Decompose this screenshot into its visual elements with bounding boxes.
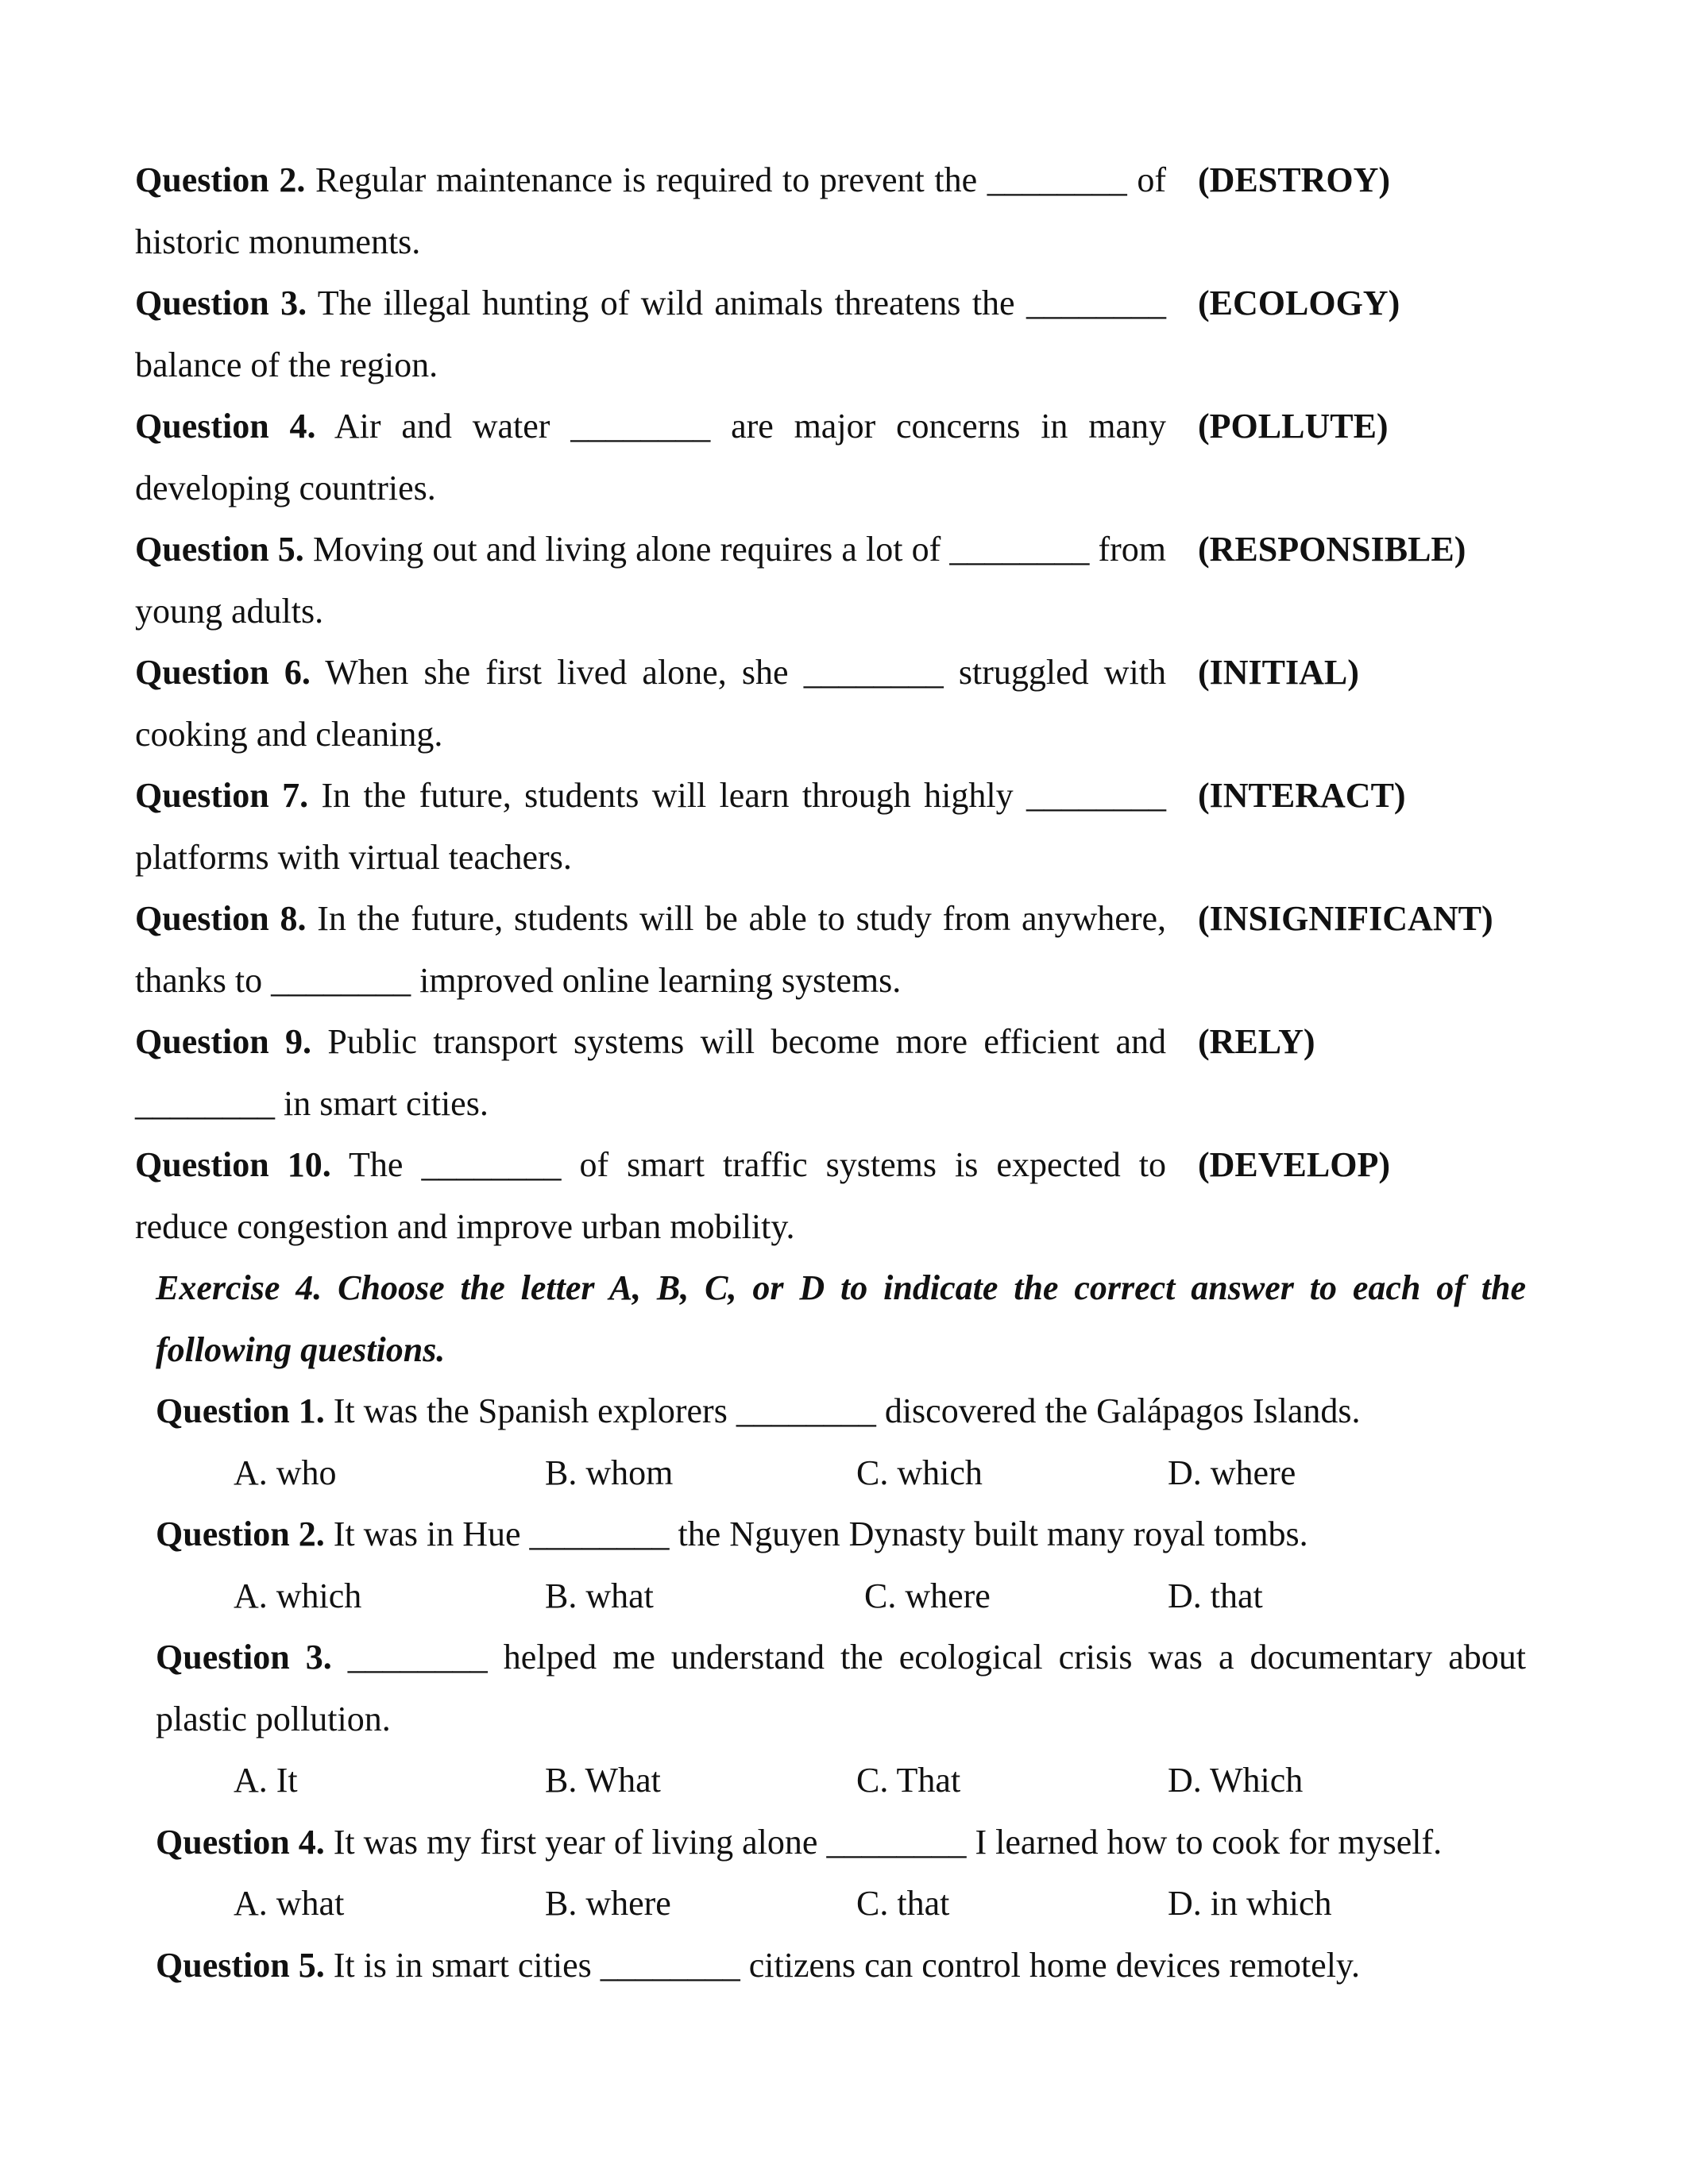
- question-text: citizens can control home devices remotely.: [748, 1945, 1361, 1985]
- answer-blank[interactable]: ________: [570, 407, 711, 446]
- wf-question-8: [135, 888, 1525, 1011]
- question-text: improved online learning systems.: [419, 960, 902, 1000]
- question-text: Moving out and living alone requires a lot of: [312, 530, 941, 569]
- answer-blank[interactable]: ________: [736, 1391, 876, 1430]
- option-a[interactable]: A. which: [234, 1576, 362, 1615]
- question-text: the Nguyen Dynasty built many royal tombs.: [678, 1515, 1308, 1553]
- option-b[interactable]: B. whom: [545, 1453, 674, 1492]
- root-word: (POLLUTE): [1198, 407, 1389, 446]
- question-text: It is in smart cities: [333, 1945, 592, 1985]
- question-number: Question 1.: [156, 1391, 325, 1430]
- option-d[interactable]: D. Which: [1168, 1761, 1304, 1800]
- question-number: Question 3.: [156, 1638, 332, 1677]
- option-c[interactable]: C. which: [856, 1453, 983, 1492]
- question-number: Question 9.: [135, 1022, 312, 1061]
- question-text: I learned how to cook for myself.: [975, 1822, 1443, 1862]
- question-number: Question 6.: [135, 653, 311, 692]
- answer-blank[interactable]: ________: [271, 960, 411, 1000]
- question-text: It was my first year of living alone: [333, 1822, 818, 1862]
- question-number: Question 2.: [156, 1515, 325, 1553]
- question-text: Air and water: [334, 407, 550, 446]
- question-text: In the future, students will be able to study from anywhere, thanks to: [135, 899, 1167, 1000]
- question-text: Public transport systems will become more efficient and: [327, 1022, 1167, 1061]
- option-b[interactable]: B. where: [545, 1884, 671, 1923]
- question-text: from young adults.: [135, 530, 1167, 631]
- wf-question-7: [135, 765, 1525, 888]
- question-text: The illegal hunting of wild animals threatens the: [317, 284, 1015, 322]
- wf-question-2: [135, 149, 1525, 272]
- answer-blank[interactable]: ________: [949, 530, 1090, 569]
- option-a[interactable]: A. what: [234, 1884, 345, 1923]
- root-word: (RELY): [1198, 1022, 1315, 1061]
- question-text: balance of the region.: [135, 345, 438, 384]
- word-formation-section: [135, 149, 1525, 1257]
- wf-question-9: [135, 1011, 1525, 1134]
- wf-question-5: [135, 519, 1525, 642]
- answer-blank[interactable]: ________: [1026, 776, 1166, 815]
- question-text: It was the Spanish explorers: [333, 1391, 728, 1430]
- answer-blank[interactable]: ________: [803, 653, 944, 692]
- option-a[interactable]: A. who: [234, 1453, 337, 1492]
- answer-options: [156, 1565, 1526, 1627]
- root-word: (INSIGNIFICANT): [1198, 899, 1493, 938]
- question-number: Question 2.: [135, 160, 306, 199]
- mc-question-1: [156, 1380, 1526, 1442]
- question-text: are major concerns in many developing countries.: [135, 407, 1166, 507]
- question-number: Question 8.: [135, 899, 307, 938]
- root-word: (ECOLOGY): [1198, 284, 1400, 322]
- option-b[interactable]: B. what: [545, 1576, 654, 1615]
- root-word: (INTERACT): [1198, 776, 1406, 815]
- root-word: (DEVELOP): [1198, 1145, 1390, 1184]
- option-c[interactable]: C. That: [856, 1761, 961, 1800]
- wf-question-6: [135, 642, 1525, 765]
- mc-question-3: [156, 1626, 1526, 1750]
- question-text: It was in Hue: [333, 1515, 521, 1553]
- question-text: struggled with cooking and cleaning.: [135, 653, 1167, 754]
- answer-options: [156, 1750, 1526, 1812]
- question-text: When she first lived alone, she: [325, 653, 789, 692]
- root-word: (RESPONSIBLE): [1198, 530, 1466, 569]
- answer-blank[interactable]: ________: [1026, 284, 1166, 322]
- answer-blank[interactable]: ________: [529, 1515, 670, 1553]
- question-text: discovered the Galápagos Islands.: [884, 1391, 1361, 1430]
- answer-blank[interactable]: ________: [135, 1083, 275, 1123]
- answer-blank[interactable]: ________: [600, 1945, 740, 1985]
- root-word: (DESTROY): [1198, 160, 1391, 199]
- exercise-heading: Exercise 4. Choose the letter A, B, C, or D to indicate the correct answer to each of the following questions.: [156, 1268, 1526, 1369]
- option-d[interactable]: D. where: [1168, 1453, 1296, 1492]
- answer-blank[interactable]: ________: [826, 1822, 967, 1862]
- root-word: (INITIAL): [1198, 653, 1359, 692]
- answer-options: [156, 1873, 1526, 1935]
- answer-blank[interactable]: ________: [421, 1145, 562, 1184]
- question-number: Question 10.: [135, 1145, 331, 1184]
- question-number: Question 5.: [135, 530, 304, 569]
- option-a[interactable]: A. It: [234, 1761, 298, 1800]
- option-c[interactable]: C. where: [864, 1576, 991, 1615]
- answer-blank[interactable]: ________: [987, 160, 1127, 199]
- wf-question-3: [135, 272, 1525, 396]
- question-number: Question 7.: [135, 776, 309, 815]
- question-number: Question 5.: [156, 1945, 325, 1985]
- wf-question-10: [135, 1134, 1525, 1257]
- question-text: The: [348, 1145, 404, 1184]
- option-d[interactable]: D. in which: [1168, 1884, 1332, 1923]
- exercise-4-section: [156, 1257, 1526, 1996]
- question-number: Question 3.: [135, 284, 307, 322]
- mc-question-5: [156, 1935, 1526, 1997]
- question-text: platforms with virtual teachers.: [135, 837, 572, 877]
- option-c[interactable]: C. that: [856, 1884, 950, 1923]
- question-number: Question 4.: [156, 1822, 325, 1862]
- question-number: Question 4.: [135, 407, 316, 446]
- mc-question-4: [156, 1812, 1526, 1873]
- option-b[interactable]: B. What: [545, 1761, 661, 1800]
- question-text: In the future, students will learn through highly: [321, 776, 1014, 815]
- answer-blank[interactable]: ________: [347, 1638, 488, 1677]
- mc-question-2: [156, 1503, 1526, 1565]
- answer-options: [156, 1442, 1526, 1504]
- question-text: of historic monuments.: [135, 160, 1167, 261]
- question-text: Regular maintenance is required to prevent the: [315, 160, 978, 199]
- question-text: in smart cities.: [284, 1083, 489, 1123]
- question-text: of smart traffic systems is expected to reduce congestion and improve urban mobility.: [135, 1145, 1167, 1246]
- option-d[interactable]: D. that: [1168, 1576, 1263, 1615]
- wf-question-4: [135, 396, 1525, 519]
- question-text: helped me understand the ecological crisis was a documentary about plastic pollution.: [156, 1638, 1526, 1738]
